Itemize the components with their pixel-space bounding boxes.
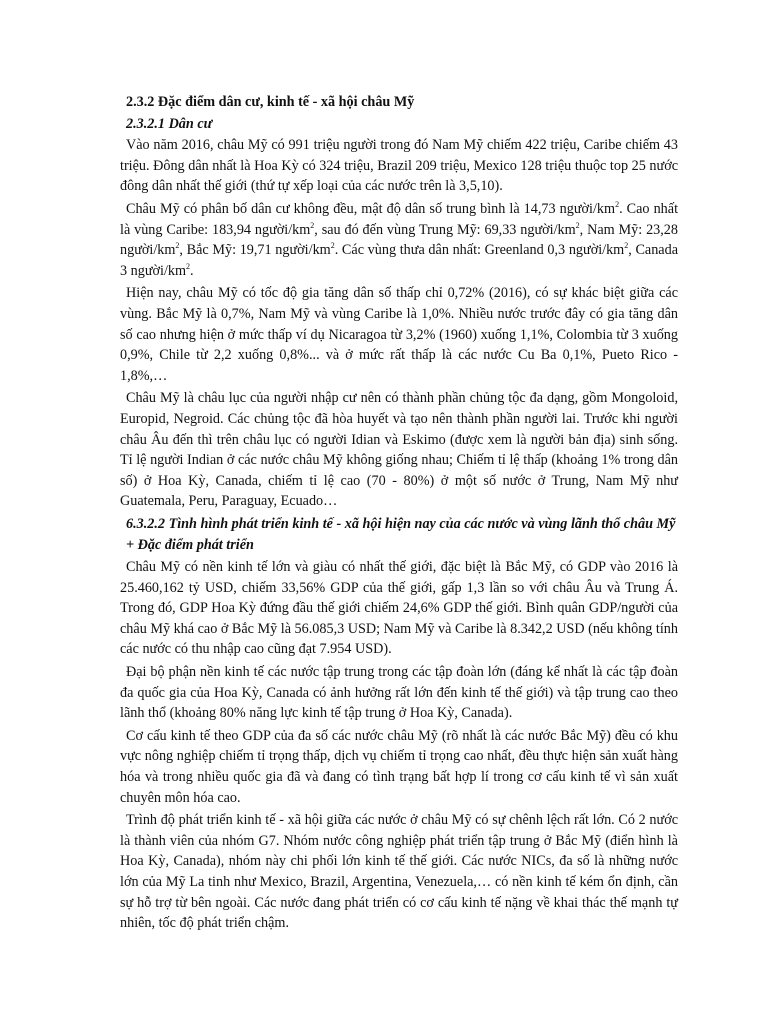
paragraph-population-density: Châu Mỹ có phân bố dân cư không đều, mật độ dân số trung bình là 14,73 người/$km^2$. Cao nhất là vùng Caribe: 183,94 người/$km^2$, sau đó đến vùng Trung Mỹ: 69,33 người/$km^2$, Nam Mỹ: 23,28 người/$km^2$, Bắc Mỹ: 19,71 người/$km^2$. Các vùng thưa dân nhất: Greenland 0,3 người/$km^2$, Canada 3 người/$km^2$. <box>120 199 679 279</box>
paragraph-population-size: Vào năm 2016, châu Mỹ có 991 triệu người trong đó Nam Mỹ chiếm 422 triệu, Caribe chiếm 43 triệu. Đông dân nhất là Hoa Kỳ có 324 triệu, Brazil 209 triệu, Mexico 128 triệu thuộc top 25 nước đông dân nhất thế giới (thứ tự xếp loại của các nước trên là 3,5,10). <box>120 137 678 195</box>
document-page <box>120 92 678 936</box>
subsection-heading-population: 2.3.2.1 Dân cư <box>126 115 213 132</box>
section-heading: 2.3.2 Đặc điểm dân cư, kinh tế - xã hội châu Mỹ <box>126 94 415 110</box>
paragraph-corporations: Đại bộ phận nền kinh tế các nước tập trung trong các tập đoàn lớn (đáng kể nhất là các tập đoàn đa quốc gia của Hoa Kỳ, Canada có ảnh hưởng rất lớn đến kinh tế thế giới) và tập trung cao theo lãnh thổ (khoảng 80% năng lực kinh tế tập trung ở Hoa Kỳ, Canada). <box>120 664 678 722</box>
paragraph-ethnic-composition: Châu Mỹ là châu lục của người nhập cư nên có thành phần chủng tộc đa dạng, gồm Mongoloid, Europid, Negroid. Các chủng tộc đã hòa huyết và tạo nên thành phần người lai. Trước khi người châu Âu đến thì trên châu lục có người Idian và Eskimo (được xem là người bản địa) sinh sống. Tỉ lệ người Indian ở các nước châu Mỹ không giống nhau; Chiếm tỉ lệ thấp (khoảng 1% trong dân số) ở Hoa Kỳ, Canada, chiếm tỉ lệ cao (70 - 80%) ở một số nước ở Trung, Nam Mỹ như Guatemala, Peru, Paraguay, Ecuado… <box>120 390 678 510</box>
paragraph-population-growth: Hiện nay, châu Mỹ có tốc độ gia tăng dân số thấp chỉ 0,72% (2016), có sự khác biệt giữa các vùng. Bắc Mỹ là 0,7%, Nam Mỹ và vùng Caribe là 1,0%. Nhiều nước trước đây có gia tăng dân số cao nhưng hiện ở mức thấp ví dụ Nicaragoa từ 3,2% (1960) xuống 1,1%, Colombia từ 3 xuống 0,9%, Chile từ 2,2 xuống 0,8%... và ở mức rất thấp là các nước Cu Ba 0,1%, Pueto Rico - 1,8%,… <box>120 285 678 384</box>
subsection-heading-economy: 6.3.2.2 Tình hình phát triển kinh tế - xã hội hiện nay của các nước và vùng lãnh thổ châu Mỹ <box>126 515 676 532</box>
paragraph-development-level: Trình độ phát triển kinh tế - xã hội giữa các nước ở châu Mỹ có sự chênh lệch rất lớn. Có 2 nước là thành viên của nhóm G7. Nhóm nước công nghiệp phát triển tập trung ở Bắc Mỹ (điển hình là Hoa Kỳ, Canada), nhóm này chi phối lớn kinh tế thế giới. Các nước NICs, đa số là những nước lớn của Mỹ La tinh như Mexico, Brazil, Argentina, Venezuela,… có nền kinh tế kém ổn định, cần sự hỗ trợ từ bên ngoài. Các nước đang phát triển có cơ cấu kinh tế nặng về khai thác thế mạnh tự nhiên, tốc độ phát triển chậm. <box>120 812 678 932</box>
subsection-heading-features: + Đặc điểm phát triển <box>126 537 254 554</box>
paragraph-economic-structure: Cơ cấu kinh tế theo GDP của đa số các nước châu Mỹ (rõ nhất là các nước Bắc Mỹ) đều có khu vực nông nghiệp chiếm tỉ trọng thấp, dịch vụ chiếm tỉ trọng cao nhất, đều thực hiện sản xuất hàng hóa và trong nhiều quốc gia đã và đang có tình trạng bất hợp lí trong cơ cấu kinh tế vì sản xuất chuyên môn hóa cao. <box>120 727 678 806</box>
paragraph-gdp: Châu Mỹ có nền kinh tế lớn và giàu có nhất thế giới, đặc biệt là Bắc Mỹ, có GDP vào 2016 là 25.460,162 tỷ USD, chiếm 33,56% GDP của thế giới, gấp 1,3 lần so với châu Âu và Trung Á. Trong đó, GDP Hoa Kỳ đứng đầu thế giới chiếm 24,6% GDP thế giới. Bình quân GDP/người của châu Mỹ khá cao ở Bắc Mỹ là 56.085,3 USD; Nam Mỹ và Caribe là 8.342,2 USD (nếu không tính các nước có thu nhập cao cũng đạt 7.954 USD). <box>120 559 678 658</box>
